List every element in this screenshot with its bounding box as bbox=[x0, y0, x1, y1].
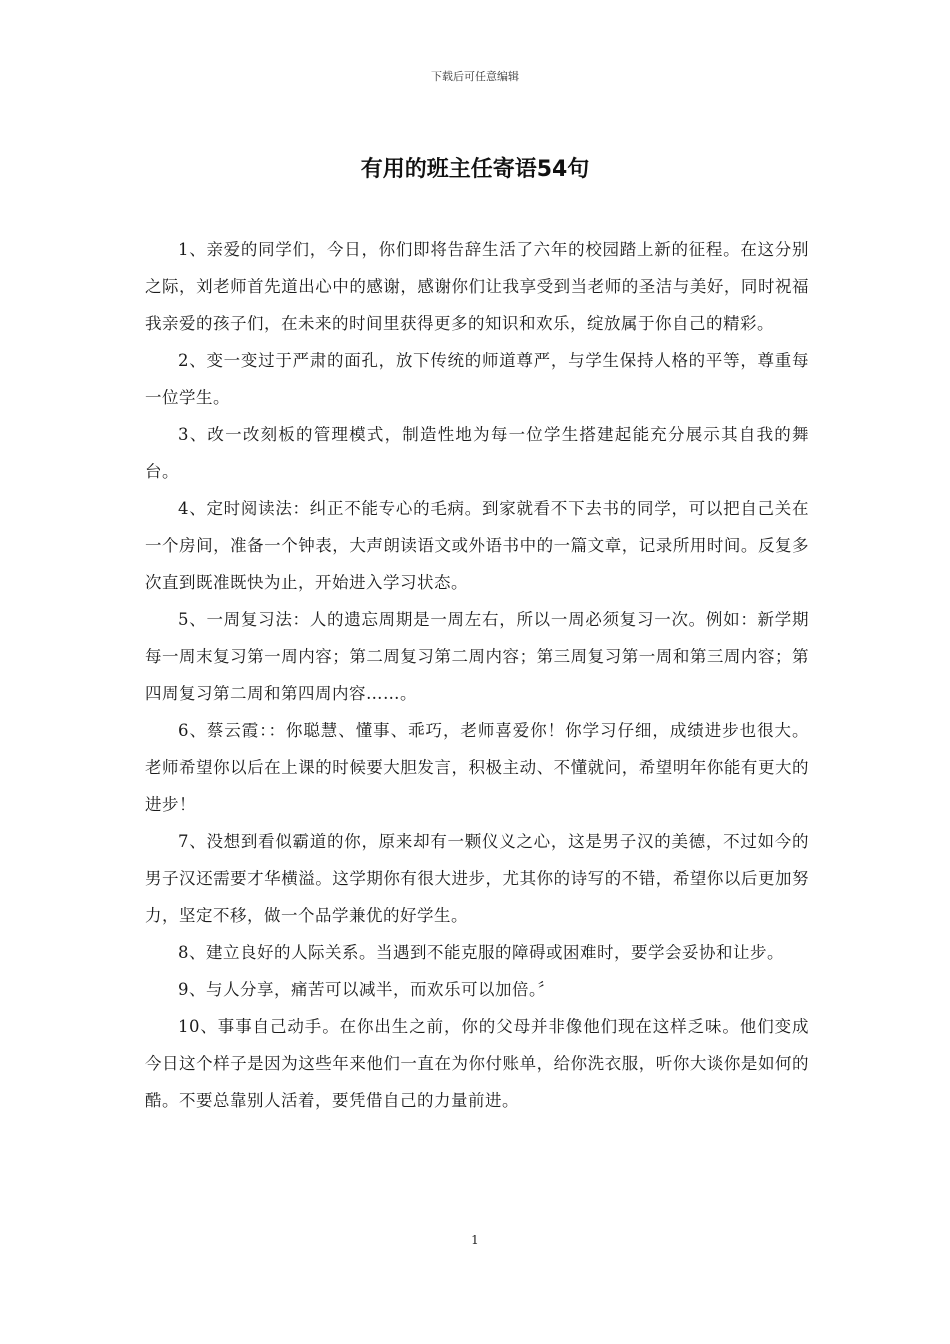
paragraph-8: 8、建立良好的人际关系。当遇到不能克服的障碍或困难时，要学会妥协和让步。 bbox=[178, 943, 784, 962]
page-number: 1 bbox=[471, 1233, 479, 1247]
header-note: 下载后可任意编辑 bbox=[431, 70, 519, 83]
paragraph-10: 10、事事自己动手。在你出生之前，你的父母并非像他们现在这样乏味。他们变成今日这个样子是因为这些年来他们一直在为你付账单，给你洗衣服，听你大谈你是如何的酷。不要总靠别人活着，要凭借自己的力量前进。 bbox=[145, 1017, 809, 1110]
document-body bbox=[145, 231, 809, 1119]
document-title: 有用的班主任寄语54句 bbox=[360, 157, 590, 182]
paragraph-7: 7、没想到看似霸道的你，原来却有一颗仪义之心，这是男子汉的美德，不过如今的男子汉还需要才华横溢。这学期你有很大进步，尤其你的诗写的不错，希望你以后更加努力，坚定不移，做一个品学兼优的好学生。 bbox=[145, 832, 809, 925]
paragraph-3: 3、改一改刻板的管理模式，制造性地为每一位学生搭建起能充分展示其自我的舞台。 bbox=[145, 425, 809, 481]
paragraph-4: 4、定时阅读法：纠正不能专心的毛病。到家就看不下去书的同学，可以把自己关在一个房间，准备一个钟表，大声朗读语文或外语书中的一篇文章，记录所用时间。反复多次直到既准既快为止，开始进入学习状态。 bbox=[145, 499, 809, 592]
paragraph-9: 9、与人分享，痛苦可以减半，而欢乐可以加倍。〞 bbox=[178, 980, 555, 999]
paragraph-5: 5、一周复习法：人的遗忘周期是一周左右，所以一周必须复习一次。例如：新学期每一周末复习第一周内容；第二周复习第二周内容；第三周复习第一周和第三周内容；第四周复习第二周和第四周内容……。 bbox=[145, 610, 809, 703]
paragraph-1: 1、亲爱的同学们，今日，你们即将告辞生活了六年的校园踏上新的征程。在这分别之际，刘老师首先道出心中的感谢，感谢你们让我享受到当老师的圣洁与美好，同时祝福我亲爱的孩子们，在未来的时间里获得更多的知识和欢乐，绽放属于你自己的精彩。 bbox=[145, 240, 809, 333]
paragraph-2: 2、变一变过于严肃的面孔，放下传统的师道尊严，与学生保持人格的平等，尊重每一位学生。 bbox=[145, 351, 809, 407]
paragraph-6: 6、蔡云霞：：你聪慧、懂事、乖巧，老师喜爱你！你学习仔细，成绩进步也很大。老师希望你以后在上课的时候要大胆发言，积极主动、不懂就问，希望明年你能有更大的进步！ bbox=[145, 721, 809, 814]
